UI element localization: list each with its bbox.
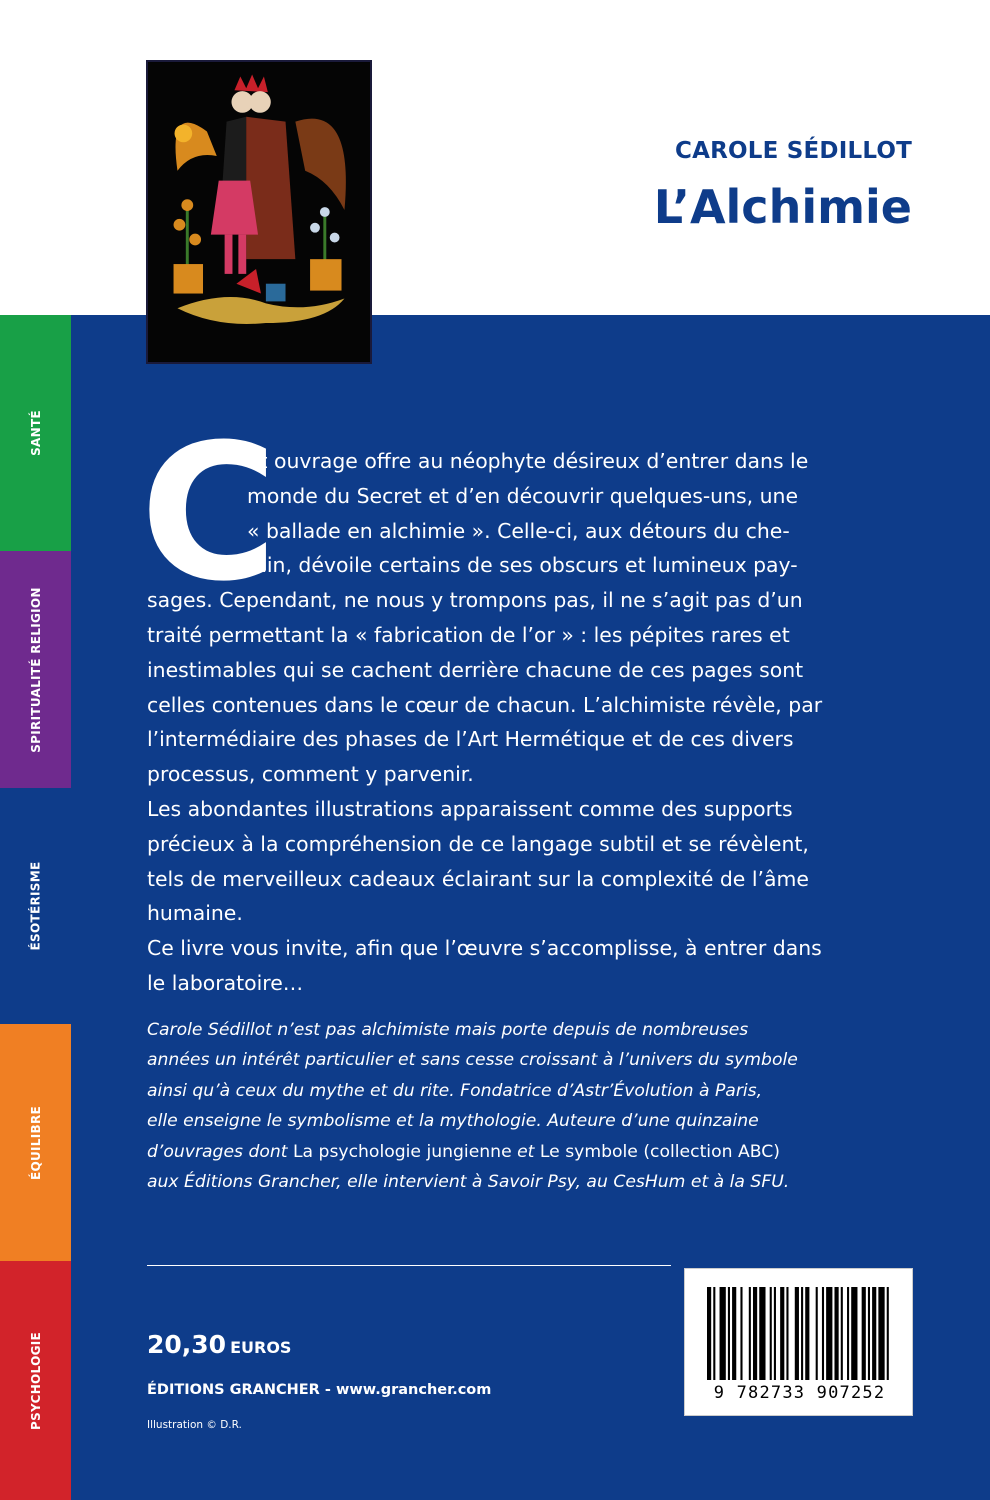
bio-line: elle enseigne le symbolisme et la mythologie. Auteure d’une quinzaine: [147, 1111, 759, 1132]
tab-sante-label: SANTÉ: [28, 410, 43, 456]
blurb-line: monde du Secret et d’en découvrir quelques-uns, une: [247, 483, 799, 508]
barcode-bar: [801, 1287, 803, 1380]
barcode-bar: [822, 1287, 824, 1380]
barcode-bar: [740, 1287, 742, 1380]
alchemical-figure-illustration: [146, 60, 372, 364]
barcode-bar: [728, 1287, 730, 1380]
barcode-bar: [770, 1287, 772, 1380]
barcode-bar: [707, 1287, 711, 1380]
barcode-bar: [786, 1287, 788, 1380]
drop-cap: C: [140, 404, 278, 623]
blurb-line: sages. Cependant, ne nous y trompons pas, il ne s’agit pas d’un: [147, 588, 803, 613]
price: [147, 1330, 291, 1359]
divider-line: [147, 1265, 671, 1266]
blurb-line: précieux à la compréhension de ce langage subtil et se révèlent,: [147, 831, 809, 856]
barcode-bar: [816, 1287, 818, 1380]
barcode-bar: [826, 1287, 832, 1380]
author-bio: [147, 1015, 917, 1197]
barcode-bar: [878, 1287, 884, 1380]
barcode-bar: [749, 1287, 751, 1380]
barcode-bar: [862, 1287, 866, 1380]
blurb-line: Ce livre vous invite, afin que l’œuvre s’accomplisse, à entrer dans: [147, 936, 822, 961]
blurb-text: [147, 444, 917, 1001]
bio-line: Carole Sédillot n’est pas alchimiste mais porte depuis de nombreuses: [147, 1020, 749, 1040]
blurb-line: humaine.: [147, 901, 243, 926]
bio-line: [147, 1137, 917, 1167]
blurb-line: « ballade en alchimie ». Celle-ci, aux détours du che-: [247, 518, 790, 543]
blurb-line: Les abondantes illustrations apparaissent comme des supports: [147, 796, 793, 821]
tab-esoterisme-label: ÉSOTÉRISME: [28, 861, 43, 951]
bio-line: ainsi qu’à ceux du mythe et du rite. Fondatrice d’Astr’Évolution à Paris,: [147, 1080, 763, 1101]
tab-esoterisme: [0, 788, 71, 1024]
barcode-bar: [759, 1287, 765, 1380]
tab-spiritualite-religion: [0, 551, 71, 788]
illustration-credit: Illustration © D.R.: [147, 1419, 242, 1431]
barcode-bars-icon: [707, 1287, 893, 1380]
price-currency: EUROS: [230, 1338, 292, 1357]
barcode-bar: [732, 1287, 736, 1380]
barcode-bar: [872, 1287, 876, 1380]
barcode-bar: [887, 1287, 889, 1380]
author-name: CAROLE SÉDILLOT: [675, 138, 912, 164]
barcode-bar: [780, 1287, 784, 1380]
blurb-line: celles contenues dans le cœur de chacun. L’alchimiste révèle, par: [147, 692, 823, 717]
book-reference: Le symbole (collection ABC): [534, 1141, 780, 1162]
alchemy-figure-icon: [148, 62, 370, 362]
tab-equilibre-label: ÉQUILIBRE: [28, 1105, 43, 1180]
blurb-line: inestimables qui se cachent derrière chacune de ces pages sont: [147, 657, 804, 682]
bio-text: et: [517, 1141, 535, 1162]
barcode-number: 9 782733 907252: [713, 1383, 886, 1403]
bio-text: d’ouvrages dont: [147, 1141, 288, 1162]
barcode-bar: [834, 1287, 838, 1380]
tab-spiritualite-label: SPIRITUALITÉ RELIGION: [28, 586, 43, 753]
blurb-line: le laboratoire…: [147, 970, 304, 995]
price-value: 20,30: [147, 1330, 227, 1359]
barcode-bar: [753, 1287, 757, 1380]
book-reference: La psychologie jungienne: [287, 1141, 518, 1162]
book-title: L’Alchimie: [653, 180, 912, 234]
blurb-line: tels de merveilleux cadeaux éclairant sur la complexité de l’âme: [147, 866, 809, 891]
blurb-line: l’intermédiaire des phases de l’Art Hermétique et de ces divers: [147, 727, 794, 752]
barcode-bar: [847, 1287, 849, 1380]
barcode-bar: [713, 1287, 715, 1380]
spine-category-tabs: [0, 315, 71, 1500]
blurb-line: traité permettant la « fabrication de l’or » : les pépites rares et: [147, 622, 790, 647]
blurb-line: min, dévoile certains de ses obscurs et lumineux pay-: [247, 553, 798, 578]
tab-equilibre: [0, 1024, 71, 1261]
barcode-bar: [851, 1287, 857, 1380]
barcode-bar: [805, 1287, 809, 1380]
barcode: [684, 1268, 913, 1416]
barcode-bar: [841, 1287, 843, 1380]
tab-sante: [0, 315, 71, 551]
blurb-line: et ouvrage offre au néophyte désireux d’entrer dans le: [247, 449, 809, 473]
blurb-line: processus, comment y parvenir.: [147, 762, 474, 787]
publisher-line: ÉDITIONS GRANCHER - www.grancher.com: [147, 1382, 492, 1398]
barcode-bar: [795, 1287, 799, 1380]
tab-psychologie-label: PSYCHOLOGIE: [28, 1331, 43, 1430]
barcode-bar: [774, 1287, 776, 1380]
barcode-bar: [720, 1287, 726, 1380]
bio-line: aux Éditions Grancher, elle intervient à Savoir Psy, au CesHum et à la SFU.: [147, 1172, 790, 1193]
barcode-bar: [868, 1287, 870, 1380]
bio-line: années un intérêt particulier et sans cesse croissant à l’univers du symbole: [147, 1050, 798, 1071]
tab-psychologie: [0, 1261, 71, 1500]
